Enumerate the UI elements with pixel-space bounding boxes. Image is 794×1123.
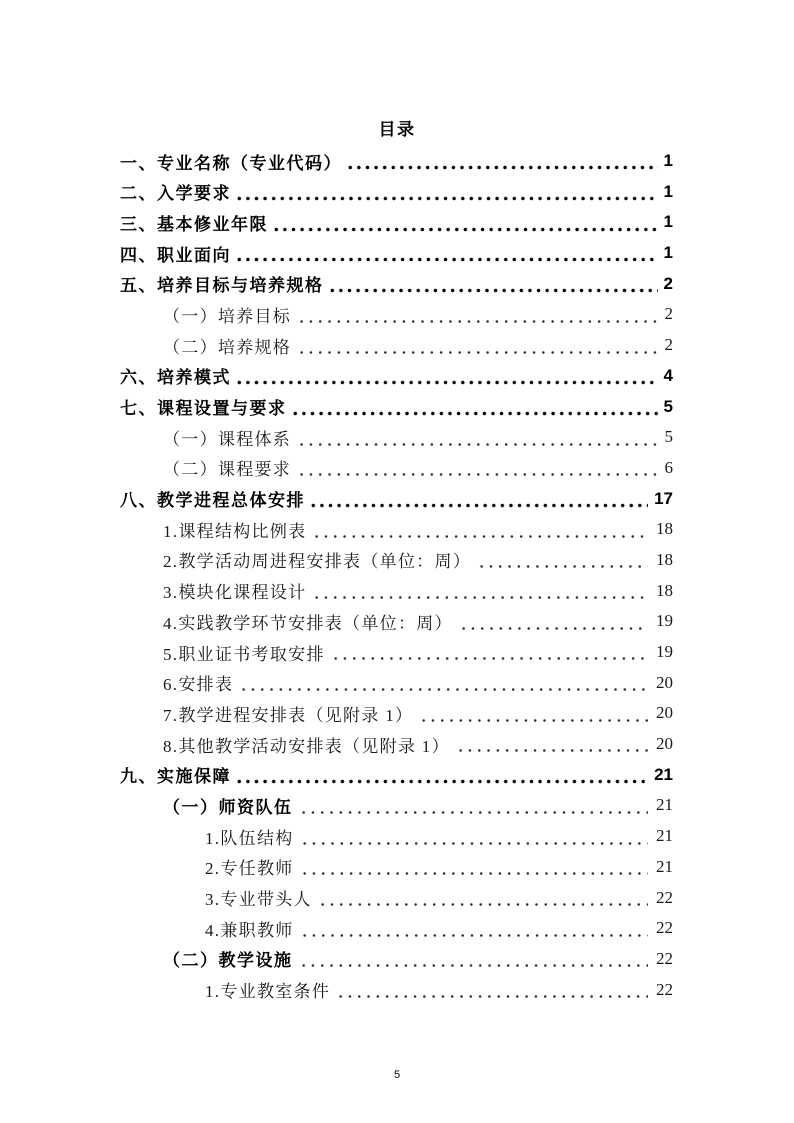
dot-leader [235, 779, 648, 784]
toc-entry [120, 667, 673, 698]
toc-entry-page: 17 [654, 488, 673, 508]
toc-entry-page: 18 [656, 519, 673, 539]
toc-entry-label: 4.实践教学环节安排表（单位：周） [163, 613, 453, 633]
dot-leader [346, 165, 658, 170]
dot-leader [312, 595, 648, 600]
toc-entry-page: 21 [656, 826, 673, 846]
toc-entry [120, 330, 673, 361]
dot-leader [297, 472, 656, 477]
toc-entry-label: （一）课程体系 [163, 429, 292, 449]
toc-entry-label: 六、培养模式 [120, 368, 231, 388]
toc-entry-label: 1.专业教室条件 [205, 982, 331, 1002]
toc-entry-page: 1 [663, 212, 673, 232]
toc-entry-page: 22 [656, 948, 673, 968]
dot-leader [299, 963, 649, 968]
dot-leader [235, 196, 658, 201]
dot-leader [239, 687, 648, 692]
dot-leader [272, 227, 658, 232]
toc-entry-page: 5 [663, 396, 673, 416]
dot-leader [291, 411, 658, 416]
toc-entry-page: 22 [656, 918, 673, 938]
toc-entry [120, 759, 673, 790]
toc-entry [120, 361, 673, 392]
toc-entry [120, 606, 673, 637]
toc-entry-label: （一）培养目标 [163, 306, 292, 326]
toc-entry [120, 238, 673, 269]
toc-entry [120, 453, 673, 484]
footer-page-number: 5 [393, 1069, 401, 1081]
toc-entry [120, 944, 673, 975]
dot-leader [235, 257, 658, 262]
toc-entry [120, 821, 673, 852]
toc-entry-page: 1 [663, 243, 673, 263]
toc-entry-label: 7.教学进程安排表（见附录 1） [163, 705, 414, 725]
toc-entry-label: （一）师资队伍 [163, 797, 293, 817]
toc-entry [120, 790, 673, 821]
toc-entry-page: 21 [656, 795, 673, 815]
toc-entry-page: 2 [663, 273, 673, 293]
toc-entry [120, 268, 673, 299]
toc-entry [120, 545, 673, 576]
toc-entry-page: 6 [664, 457, 673, 477]
toc-entry [120, 974, 673, 1005]
dot-leader [309, 503, 648, 508]
toc-entry [120, 514, 673, 545]
toc-entry-page: 21 [656, 856, 673, 876]
dot-leader [300, 871, 648, 876]
dot-leader [300, 841, 648, 846]
dot-leader [336, 994, 648, 999]
toc-entry-label: 九、实施保障 [120, 767, 231, 787]
toc-entry [120, 483, 673, 514]
toc-entry-page: 1 [663, 181, 673, 201]
toc-entry-label: 1.队伍结构 [205, 828, 294, 848]
dot-leader [456, 748, 648, 753]
toc-entry [120, 637, 673, 668]
dot-leader [297, 350, 656, 355]
toc-entry-label: 1.课程结构比例表 [163, 521, 307, 541]
dot-leader [312, 534, 648, 539]
toc-entry [120, 391, 673, 422]
toc-entry-page: 21 [654, 764, 673, 784]
toc-entry-label: 五、培养目标与培养规格 [120, 276, 324, 296]
toc-entry-label: 七、课程设置与要求 [120, 399, 287, 419]
toc-entry-page: 20 [656, 734, 673, 754]
toc-entry-label: 四、职业面向 [120, 245, 231, 265]
toc-entry [120, 913, 673, 944]
dot-leader [300, 933, 648, 938]
toc-entry-label: 三、基本修业年限 [120, 214, 268, 234]
table-of-contents [120, 146, 673, 1005]
toc-entry-label: 4.兼职教师 [205, 920, 294, 940]
dot-leader [328, 288, 658, 293]
toc-entry-label: 3.专业带头人 [205, 890, 312, 910]
dot-leader [331, 656, 648, 661]
toc-entry [120, 176, 673, 207]
dot-leader [477, 564, 648, 569]
toc-entry-page: 20 [656, 672, 673, 692]
dot-leader [459, 626, 648, 631]
toc-entry-page: 5 [664, 427, 673, 447]
dot-leader [235, 380, 658, 385]
toc-entry-label: （二）培养规格 [163, 337, 292, 357]
toc-entry-page: 18 [656, 549, 673, 569]
toc-entry-page: 1 [663, 151, 673, 171]
toc-entry [120, 146, 673, 177]
toc-entry-label: 2.专任教师 [205, 859, 294, 879]
toc-entry [120, 299, 673, 330]
toc-entry-page: 4 [663, 365, 673, 385]
dot-leader [419, 718, 648, 723]
toc-entry-label: 8.其他教学活动安排表（见附录 1） [163, 736, 450, 756]
dot-leader [299, 810, 649, 815]
toc-entry-page: 19 [656, 642, 673, 662]
toc-entry-label: 一、专业名称（专业代码） [120, 153, 342, 173]
dot-leader [297, 319, 656, 324]
toc-entry [120, 882, 673, 913]
toc-entry-label: 5.职业证书考取安排 [163, 644, 325, 664]
toc-title: 目录 [378, 120, 416, 139]
toc-entry-page: 20 [656, 703, 673, 723]
toc-entry-page: 18 [656, 580, 673, 600]
toc-entry [120, 207, 673, 238]
toc-entry-page: 2 [664, 335, 673, 355]
toc-entry [120, 852, 673, 883]
toc-entry-label: （二）课程要求 [163, 460, 292, 480]
toc-entry-label: 2.教学活动周进程安排表（单位：周） [163, 552, 472, 572]
toc-entry [120, 575, 673, 606]
toc-entry-page: 2 [664, 304, 673, 324]
dot-leader [318, 902, 648, 907]
toc-entry-label: 二、入学要求 [120, 184, 231, 204]
toc-entry-label: 八、教学进程总体安排 [120, 491, 305, 511]
toc-entry [120, 698, 673, 729]
dot-leader [297, 442, 656, 447]
toc-entry-page: 22 [656, 887, 673, 907]
toc-entry-label: （二）教学设施 [163, 951, 293, 971]
toc-entry-label: 6.安排表 [163, 675, 234, 695]
toc-entry-label: 3.模块化课程设计 [163, 583, 307, 603]
toc-entry [120, 729, 673, 760]
toc-entry [120, 422, 673, 453]
toc-entry-page: 19 [656, 611, 673, 631]
toc-entry-page: 22 [656, 979, 673, 999]
